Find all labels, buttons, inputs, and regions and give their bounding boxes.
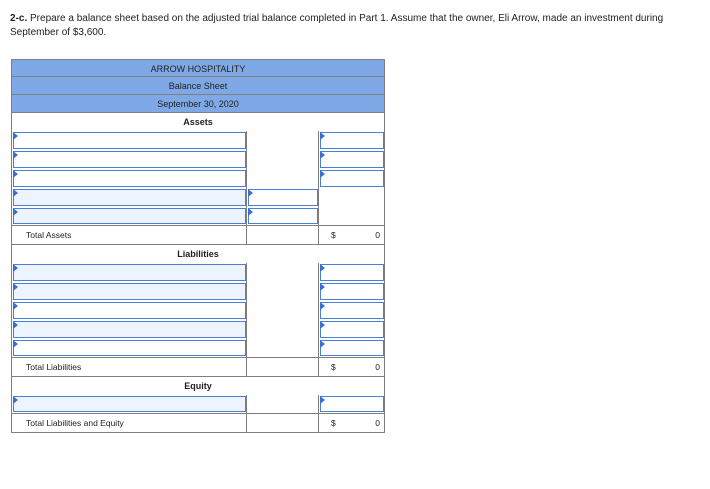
equity-amount-input[interactable]	[320, 396, 384, 412]
asset-account-input[interactable]	[13, 189, 246, 206]
liability-row	[11, 282, 385, 301]
dropdown-marker-icon	[320, 132, 325, 140]
liability-account-input[interactable]	[13, 283, 246, 300]
dropdown-marker-icon	[248, 189, 253, 197]
equity-heading: Equity	[11, 377, 385, 395]
asset-row	[11, 207, 385, 226]
liability-row	[11, 339, 385, 358]
asset-row	[11, 169, 385, 188]
dropdown-marker-icon	[13, 321, 18, 329]
dropdown-marker-icon	[13, 264, 18, 272]
dropdown-marker-icon	[13, 340, 18, 348]
dropdown-marker-icon	[320, 321, 325, 329]
total-liabilities-row	[11, 358, 385, 377]
dropdown-marker-icon	[320, 170, 325, 178]
assets-heading: Assets	[11, 113, 385, 131]
total-assets-value: 0	[375, 230, 380, 240]
dropdown-marker-icon	[320, 302, 325, 310]
asset-account-input[interactable]	[13, 151, 246, 168]
dollar-sign: $	[331, 418, 336, 428]
dollar-sign: $	[331, 362, 336, 372]
asset-subamount-input[interactable]	[248, 208, 318, 224]
total-liabilities-value: 0	[375, 362, 380, 372]
balance-sheet	[11, 59, 385, 433]
dropdown-marker-icon	[320, 264, 325, 272]
liability-row	[11, 320, 385, 339]
dropdown-marker-icon	[320, 283, 325, 291]
asset-account-input[interactable]	[13, 170, 246, 187]
asset-account-input[interactable]	[13, 132, 246, 149]
liability-amount-input[interactable]	[320, 264, 384, 281]
part-label: 2-c.	[10, 13, 28, 24]
liability-amount-input[interactable]	[320, 302, 384, 319]
asset-row	[11, 188, 385, 207]
dropdown-marker-icon	[13, 151, 18, 159]
dropdown-marker-icon	[320, 340, 325, 348]
dropdown-marker-icon	[13, 302, 18, 310]
statement-title: Balance Sheet	[11, 77, 385, 95]
asset-amount-input[interactable]	[320, 151, 384, 168]
total-assets-row	[11, 226, 385, 245]
total-liabilities-equity-row	[11, 414, 385, 433]
asset-subamount-input[interactable]	[248, 189, 318, 206]
liability-amount-input[interactable]	[320, 283, 384, 300]
dollar-sign: $	[331, 230, 336, 240]
dropdown-marker-icon	[320, 396, 325, 404]
total-liabilities-equity-value: 0	[375, 418, 380, 428]
total-liabilities-equity-label: Total Liabilities and Equity	[26, 418, 124, 428]
dropdown-marker-icon	[13, 208, 18, 216]
dropdown-marker-icon	[13, 132, 18, 140]
liability-account-input[interactable]	[13, 321, 246, 338]
total-assets-label: Total Assets	[26, 230, 72, 240]
asset-row	[11, 131, 385, 150]
asset-amount-input[interactable]	[320, 170, 384, 187]
instruction-body: Prepare a balance sheet based on the adjusted trial balance completed in Part 1. Assume that the owner, Eli Arrow, made an investment during September of $3,600.	[10, 13, 664, 38]
liability-account-input[interactable]	[13, 302, 246, 319]
company-name: ARROW HOSPITALITY	[11, 59, 385, 77]
liability-account-input[interactable]	[13, 264, 246, 281]
statement-date: September 30, 2020	[11, 95, 385, 113]
dropdown-marker-icon	[13, 283, 18, 291]
liabilities-heading: Liabilities	[11, 245, 385, 263]
asset-row	[11, 150, 385, 169]
dropdown-marker-icon	[320, 151, 325, 159]
dropdown-marker-icon	[13, 189, 18, 197]
dropdown-marker-icon	[13, 396, 18, 404]
liability-row	[11, 263, 385, 282]
asset-account-input[interactable]	[13, 208, 246, 224]
liability-amount-input[interactable]	[320, 340, 384, 356]
total-liabilities-label: Total Liabilities	[26, 362, 82, 372]
equity-account-input[interactable]	[13, 396, 246, 412]
liability-row	[11, 301, 385, 320]
asset-amount-input[interactable]	[320, 132, 384, 149]
equity-row	[11, 395, 385, 414]
dropdown-marker-icon	[13, 170, 18, 178]
liability-account-input[interactable]	[13, 340, 246, 356]
instruction-text	[10, 12, 700, 40]
dropdown-marker-icon	[248, 208, 253, 216]
liability-amount-input[interactable]	[320, 321, 384, 338]
